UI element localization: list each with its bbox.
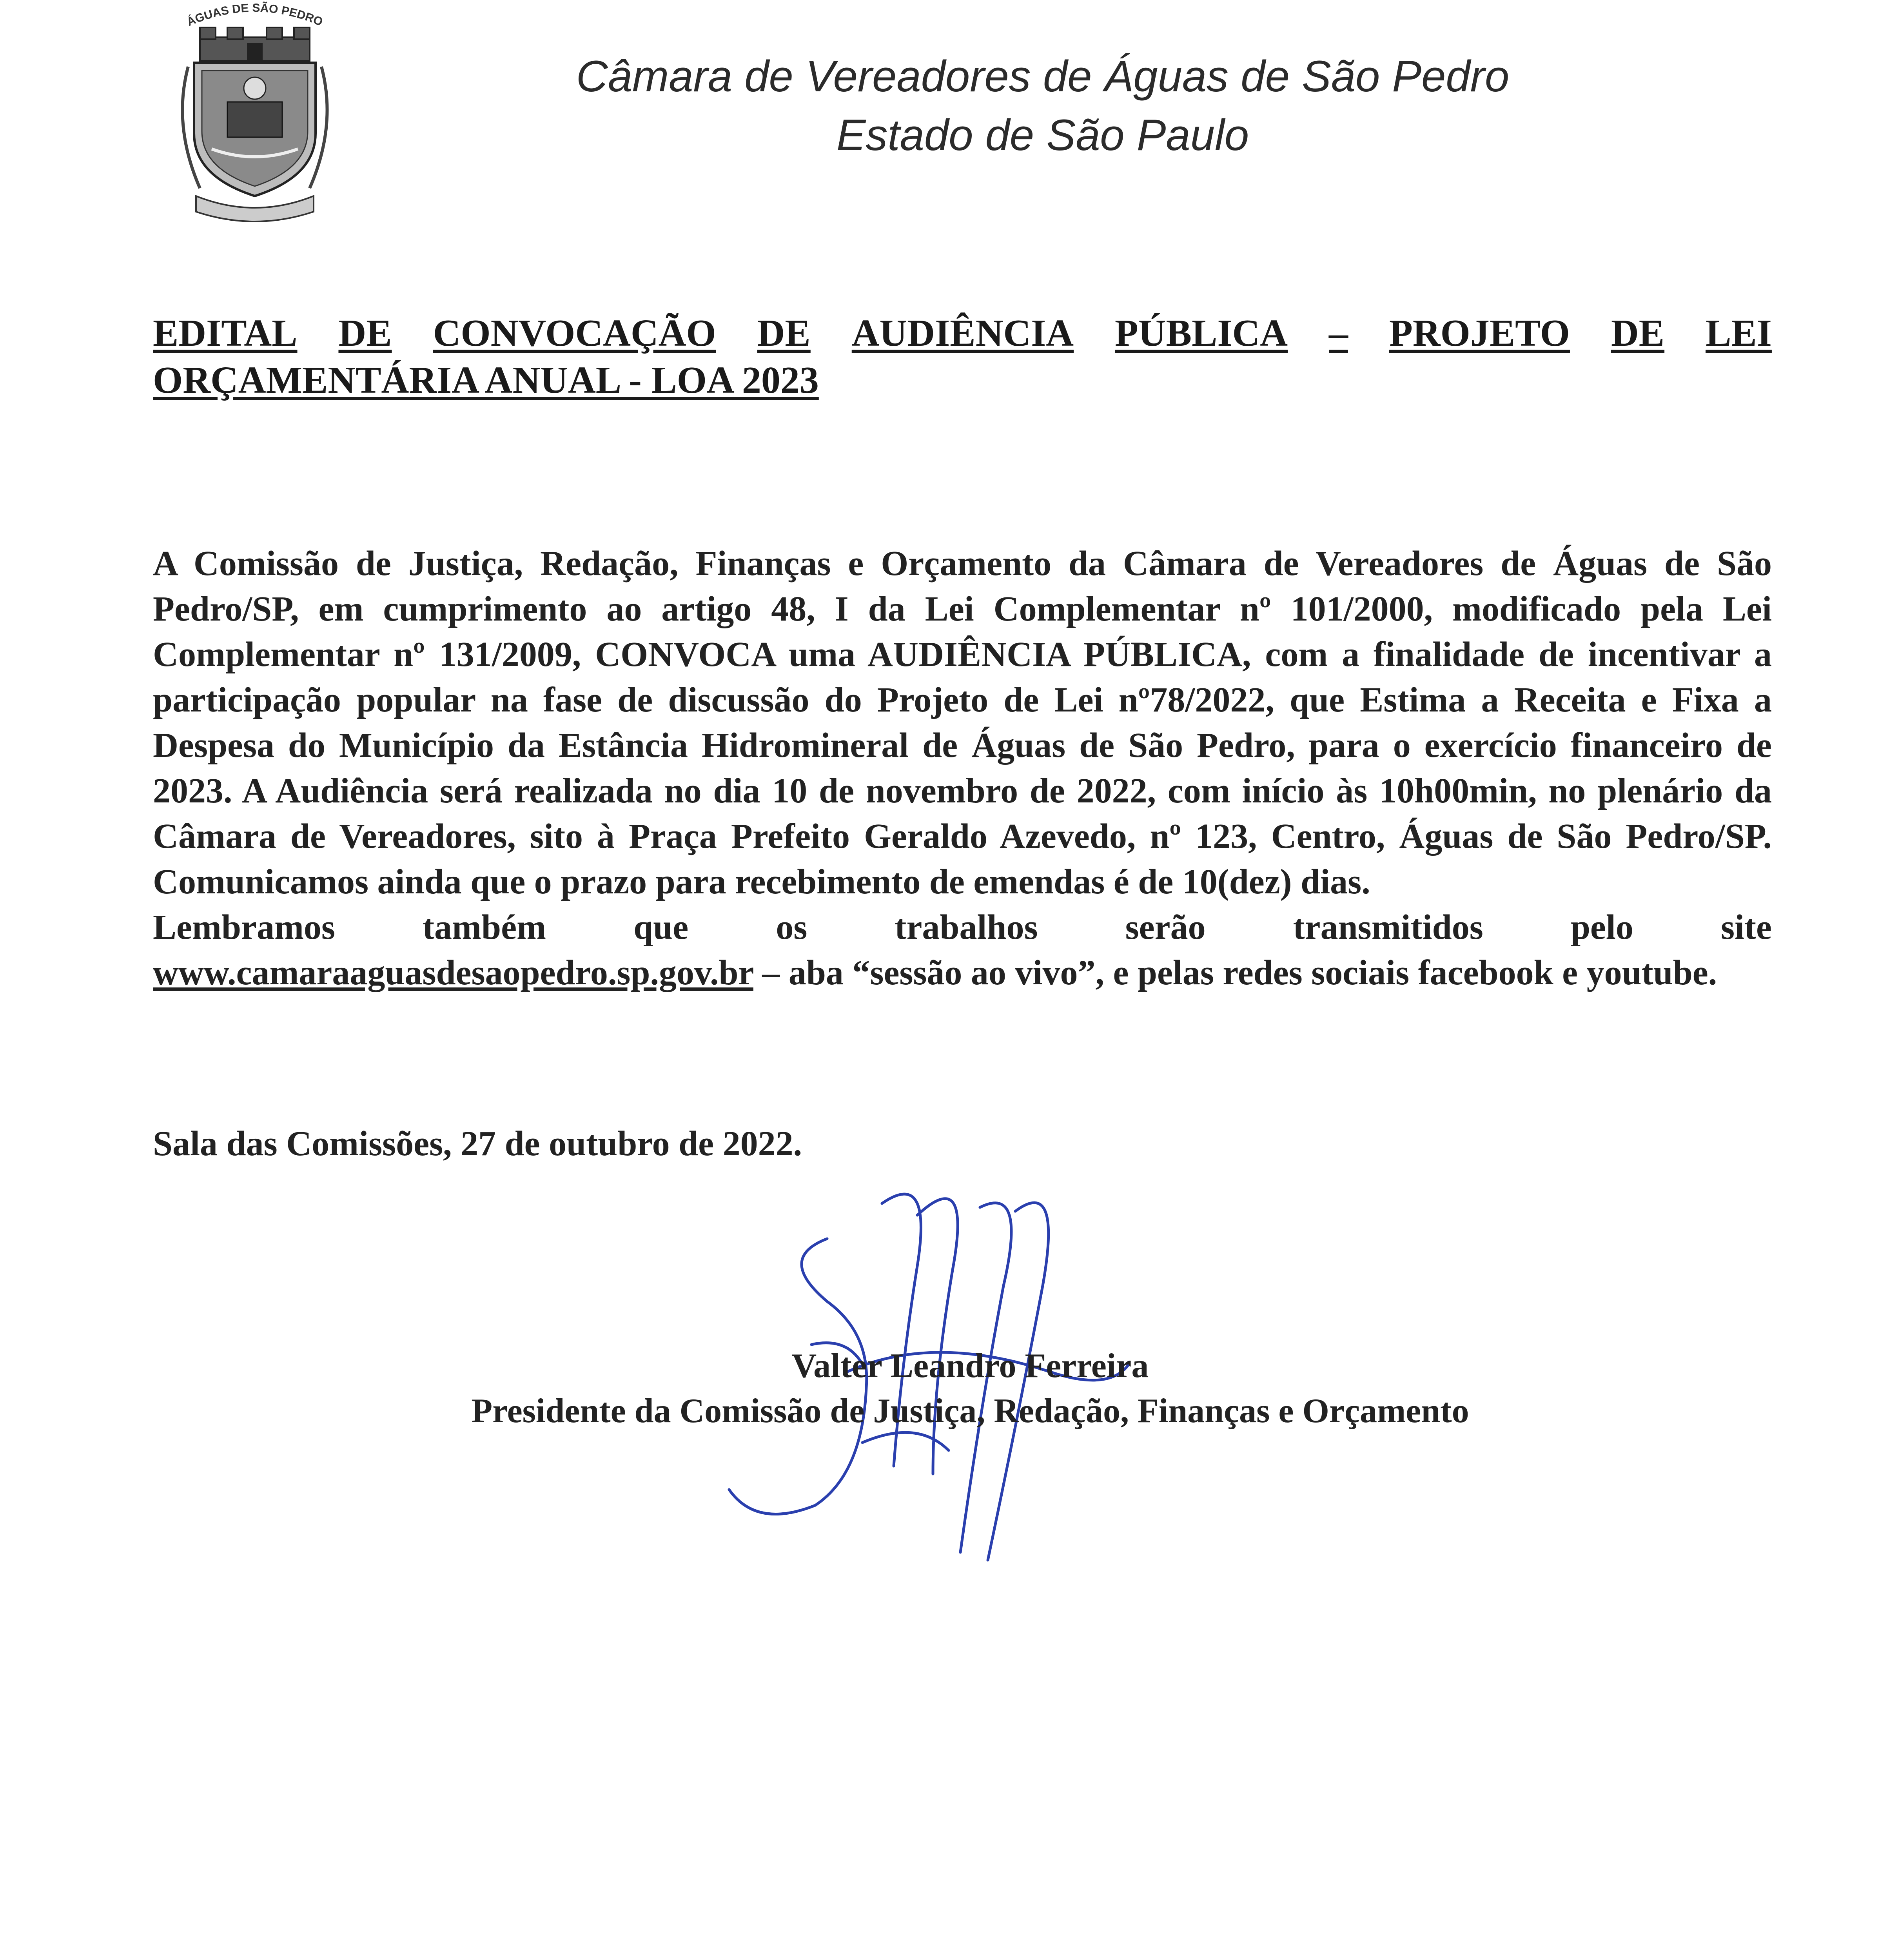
document-title [153, 310, 1772, 404]
title-word: DE [338, 312, 392, 354]
reminder-rest: – aba “sessão ao vivo”, e pelas redes sociais facebook e youtube. [753, 953, 1717, 992]
reminder-word: os [776, 908, 807, 947]
title-word: CONVOCAÇÃO [433, 312, 716, 354]
title-word: EDITAL [153, 312, 298, 354]
coat-of-arms-crest [149, 0, 361, 227]
institution-state: Estado de São Paulo [836, 111, 1249, 160]
reminder-word: Lembramos [153, 908, 335, 947]
document-title-line1 [153, 310, 1772, 357]
reminder-word: pelo [1570, 908, 1633, 947]
title-word: DE [757, 312, 811, 354]
closing-date: Sala das Comissões, 27 de outubro de 2022. [153, 1124, 802, 1163]
institution-name: Câmara de Vereadores de Águas de São Pedro [576, 52, 1510, 101]
body-text [153, 541, 1772, 996]
title-word: PÚBLICA [1114, 312, 1288, 354]
title-word: DE [1611, 312, 1665, 354]
body-paragraph: A Comissão de Justiça, Redação, Finanças e Orçamento da Câmara de Vereadores de Águas de São Pedro/SP, em cumprimento ao artigo 48, I da Lei Complementar nº 101/2000, modificado pela Lei Complementar nº 131/2009, CONVOCA uma AUDIÊNCIA PÚBLICA, com a finalidade de incentivar a participação popular na fase de discussão do Projeto de Lei nº78/2022, que Estima a Receita e Fixa a Despesa do Município da Estância Hidromineral de Águas de São Pedro, para o exercício financeiro de 2023. A Audiência será realizada no dia 10 de novembro de 2022, com início às 10h00min, no plenário da Câmara de Vereadores, sito à Praça Prefeito Geraldo Azevedo, nº 123, Centro, Águas de São Pedro/SP. Comunicamos ainda que o prazo para recebimento de emendas é de 10(dez) dias. [153, 544, 1772, 901]
svg-text:ÁGUAS DE SÃO PEDRO [185, 1, 325, 29]
crest-caption: ÁGUAS DE SÃO PEDRO [185, 1, 325, 29]
document-title-line2: ORÇAMENTÁRIA ANUAL - LOA 2023 [153, 359, 819, 401]
reminder-word: que [633, 908, 689, 947]
reminder-word: serão [1125, 908, 1206, 947]
reminder-continuation [153, 950, 1772, 996]
reminder-word: também [423, 908, 546, 947]
institution-header [392, 47, 1693, 165]
reminder-word: trabalhos [895, 908, 1038, 947]
website-link[interactable]: www.camaraaguasdesaopedro.sp.gov.br [153, 953, 753, 992]
title-word: LEI [1706, 312, 1772, 354]
reminder-word: site [1721, 908, 1772, 947]
reminder-word: transmitidos [1293, 908, 1483, 947]
reminder-line [153, 905, 1772, 950]
title-word: PROJETO [1389, 312, 1570, 354]
signatory-role: Presidente da Comissão de Justiça, Redação, Finanças e Orçamento [471, 1392, 1469, 1430]
signatory-name: Valter Leandro Ferreira [791, 1347, 1149, 1385]
title-word: – [1329, 312, 1348, 354]
title-word: AUDIÊNCIA [851, 312, 1074, 354]
